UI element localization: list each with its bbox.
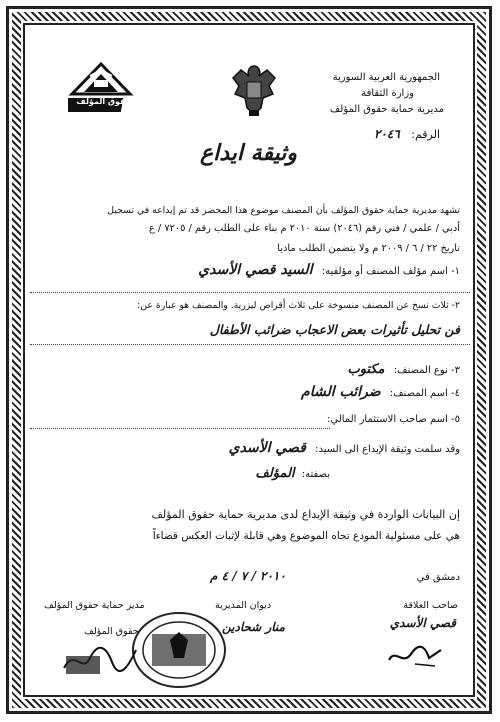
divider-dots — [30, 292, 470, 293]
divider-dots — [30, 428, 330, 429]
date-value: ٢٠١٠ / ٧ / ٤ م — [210, 569, 286, 583]
item-investor: ٥- اسم صاحب الاستثمار المالي: — [326, 414, 460, 425]
item-name-label: ٤- اسم المصنف: — [389, 388, 460, 399]
number-label — [374, 127, 440, 141]
director-column-title: مدير حماية حقوق المؤلف — [44, 600, 145, 611]
eagle-emblem-icon — [225, 60, 283, 120]
copyright-logo-icon — [68, 60, 134, 120]
item-copies-value: فن تحليل تأثيرات بعض الاعجاب ضرائب الأطفال — [209, 322, 460, 337]
capacity-label: بصفته: — [301, 469, 330, 480]
item-name-value: ضرائب الشام — [301, 384, 381, 400]
office-name: منار شحادين — [222, 620, 285, 634]
divider-dots — [30, 344, 470, 345]
capacity — [255, 466, 330, 481]
item-type-value: مكتوب — [347, 362, 385, 377]
item-author-value: السيد قصي الأسدي — [198, 262, 313, 278]
note-line-1: إن البيانات الواردة في وثيقة الإيداع لدى مديرية حماية حقوق المؤلف — [151, 508, 460, 521]
delivered-value: قصي الأسدي — [228, 440, 306, 456]
item-type-label: ٣- نوع المصنف: — [393, 365, 460, 376]
owner-column-title: صاحب العلاقة — [403, 600, 458, 611]
place-label: دمشق في — [416, 572, 460, 583]
logo-text: حقوق المؤلف — [76, 97, 132, 106]
item-type — [348, 362, 461, 377]
number-value: ٢٠٤٦ — [373, 127, 400, 141]
delivered-label: وقد سلمت وثيقة الإيداع الى السيد: — [315, 444, 460, 455]
ministry-name: وزارة الثقافة — [361, 88, 414, 99]
republic-name: الجمهورية العربية السورية — [332, 72, 440, 83]
note-line-2: هي على مسئولية المودع تجاه الموضوع وهي قابلة لإثبات العكس قضاءاً — [152, 530, 460, 542]
body-line-2: أدبي / علمي / فني رقم (٢٠٤٦) سنة ٢٠١٠ م بناء على الطلب رقم / ٧٢٠٥ / ع — [148, 223, 460, 234]
item-author-label: ١- اسم مؤلف المصنف أو مؤلفيه: — [321, 266, 460, 277]
official-stamp-icon — [130, 610, 228, 690]
item-name — [301, 384, 460, 400]
owner-name: قصي الأسدي — [389, 616, 456, 630]
owner-signature-icon — [385, 640, 445, 670]
office-column-title: ديوان المديرية — [215, 600, 272, 611]
directorate-name: مديرية حماية حقوق المؤلف — [329, 104, 444, 115]
inner-frame — [23, 23, 475, 697]
delivered-to — [229, 440, 460, 456]
capacity-value: المؤلف — [255, 466, 295, 481]
director-signature-icon — [60, 638, 140, 678]
item-copies: ٢- ثلاث نسخ عن المصنف منسوخة على ثلاث أقراص ليزرية. والمصنف هو عبارة عن: — [137, 300, 460, 311]
director-line: حقوق المؤلف — [84, 626, 139, 637]
page-title: وثيقة ايداع — [200, 140, 297, 166]
body-line-1: تشهد مديرية حماية حقوق المؤلف بأن المصنف موضوع هذا المحضر قد تم إيداعه في تسجيل — [107, 205, 460, 216]
body-line-3: تاريخ ٢٢ / ٦ / ٢٠٠٩ م ولا يتضمن الطلب ماديا — [277, 243, 460, 254]
item-author — [198, 262, 460, 278]
number-label-text: الرقم: — [411, 128, 440, 141]
